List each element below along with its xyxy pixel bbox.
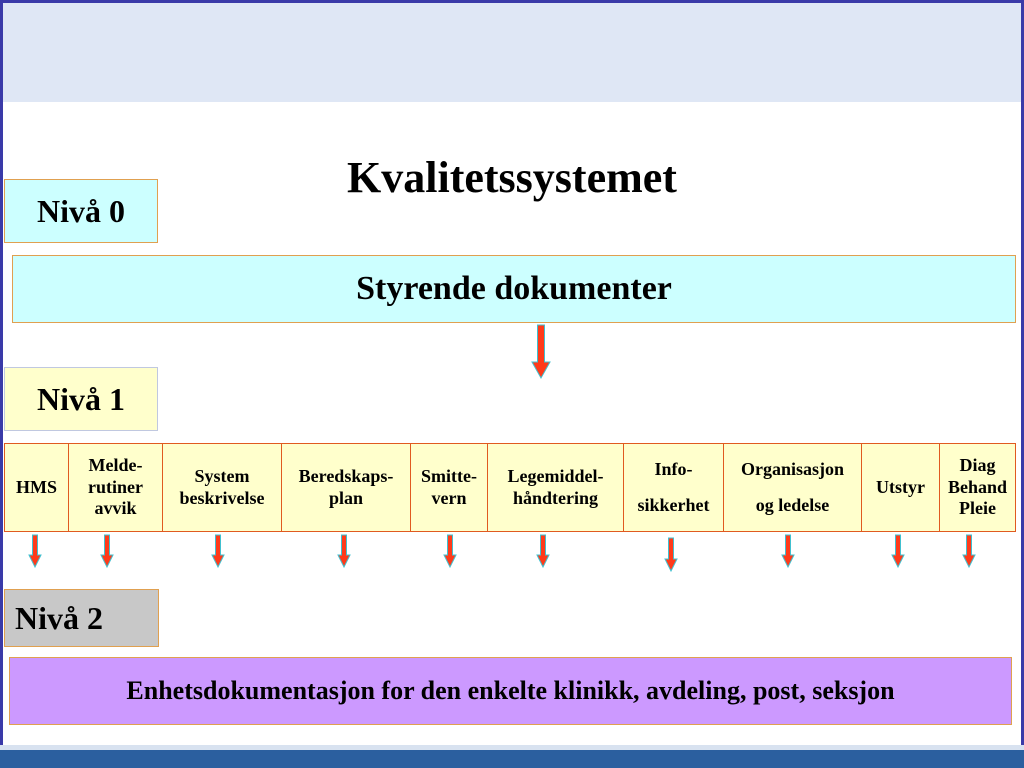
- arrow-down-hms-icon: [29, 535, 41, 567]
- category-info-line1: Info-: [654, 458, 693, 479]
- category-hms-line1: HMS: [15, 476, 57, 497]
- category-smitte-line1: Smitte-: [421, 465, 477, 486]
- category-info-line2: sikkerhet: [637, 494, 710, 515]
- category-legemiddel-line2: håndtering: [512, 487, 599, 508]
- styrende-dokumenter-box: Styrende dokumenter: [12, 255, 1016, 323]
- arrow-down-melde-icon: [101, 535, 113, 567]
- category-melde-line1: Melde-: [88, 455, 143, 476]
- category-diag-line2: Behand: [947, 476, 1008, 497]
- category-system-line2: beskrivelse: [179, 487, 265, 508]
- arrow-down-main-icon: [532, 325, 550, 378]
- category-beredskap-line2: plan: [328, 487, 364, 508]
- category-system-line1: System: [194, 465, 250, 486]
- arrow-down-system-icon: [212, 535, 224, 567]
- arrow-down-utstyr-icon: [892, 535, 904, 567]
- category-smitte-line2: vern: [431, 487, 467, 508]
- level-2-label: Nivå 2: [4, 589, 159, 647]
- level-0-label: Nivå 0: [4, 179, 158, 243]
- page-title: Kvalitetssystemet: [347, 153, 677, 202]
- level-1-label: Nivå 1: [4, 367, 158, 431]
- arrow-down-info-icon: [665, 538, 677, 571]
- category-organisasjon-line1: Organisasjon: [740, 458, 845, 479]
- category-legemiddel-line1: Legemiddel-: [507, 465, 604, 486]
- arrow-down-diag-icon: [963, 535, 975, 567]
- arrow-down-beredskap-icon: [338, 535, 350, 567]
- category-melde-line3: avvik: [94, 498, 137, 519]
- category-diag-line3: Pleie: [959, 498, 996, 519]
- arrow-down-smitte-icon: [444, 535, 456, 567]
- arrow-down-organisasjon-icon: [782, 535, 794, 567]
- category-organisasjon-line2: og ledelse: [755, 494, 830, 515]
- arrow-down-legemiddel-icon: [537, 535, 549, 567]
- category-utstyr-line1: Utstyr: [876, 476, 925, 497]
- category-melde-line2: rutiner: [88, 476, 143, 497]
- category-beredskap-line1: Beredskaps-: [298, 465, 394, 486]
- enhetsdokumentasjon-box: Enhetsdokumentasjon for den enkelte klinikk, avdeling, post, seksjon: [9, 657, 1012, 725]
- category-diag-line1: Diag: [959, 455, 996, 476]
